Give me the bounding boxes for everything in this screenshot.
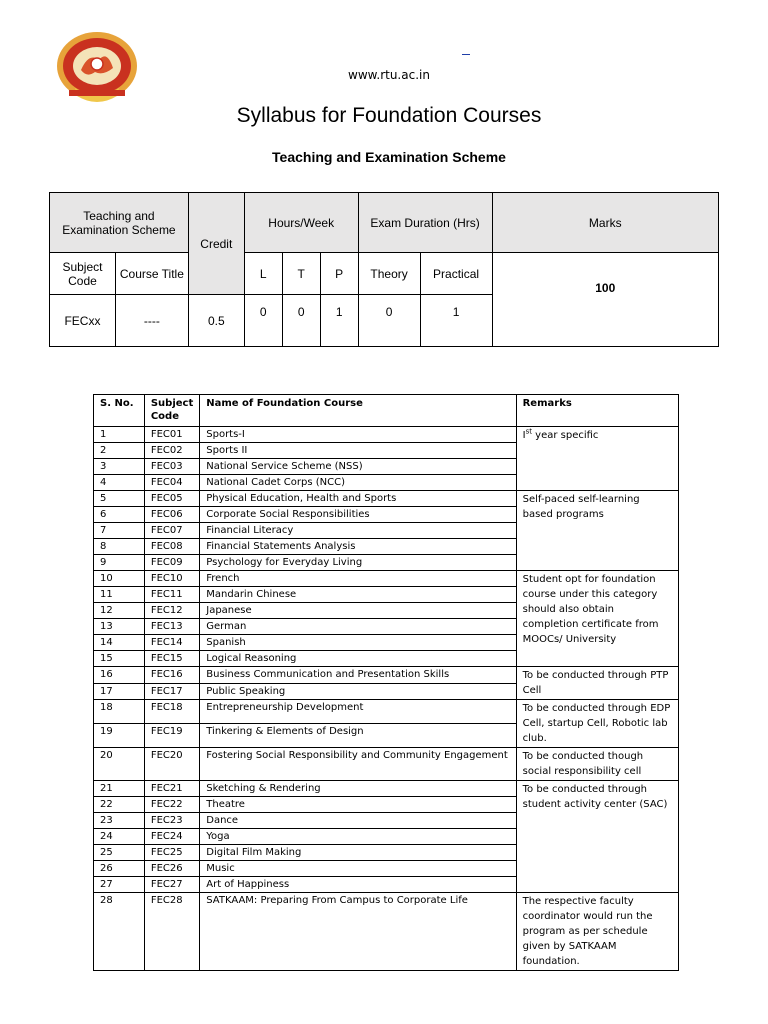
code-cell: FEC04: [144, 475, 199, 491]
code-cell: FEC17: [144, 683, 199, 700]
code-cell: FEC25: [144, 845, 199, 861]
course-name-cell: German: [200, 619, 516, 635]
course-name-header: Name of Foundation Course: [200, 395, 516, 427]
course-name-cell: Music: [200, 861, 516, 877]
code-cell: FEC01: [144, 427, 199, 443]
rtu-seal-logo: [55, 30, 139, 104]
course-name-cell: Financial Literacy: [200, 523, 516, 539]
course-name-cell: French: [200, 571, 516, 587]
code-cell: FEC08: [144, 539, 199, 555]
practical-value: 1: [420, 295, 492, 347]
scheme-table: [49, 192, 719, 347]
remarks-cell: The respective faculty coordinator would run the program as per schedule given by SATKAAM foundation.: [516, 893, 678, 971]
code-cell: FEC03: [144, 459, 199, 475]
course-name-cell: Sports-I: [200, 427, 516, 443]
sno-cell: 2: [94, 443, 145, 459]
l-value: 0: [244, 295, 282, 347]
code-cell: FEC19: [144, 724, 199, 748]
remarks-cell: Student opt for foundation course under this category should also obtain completion certificate from MOOCs/ University: [516, 571, 678, 667]
code-cell: FEC28: [144, 893, 199, 971]
course-name-cell: Yoga: [200, 829, 516, 845]
code-cell: FEC09: [144, 555, 199, 571]
course-name-cell: Logical Reasoning: [200, 651, 516, 667]
sno-cell: 13: [94, 619, 145, 635]
course-name-cell: National Cadet Corps (NCC): [200, 475, 516, 491]
code-cell: FEC15: [144, 651, 199, 667]
code-cell: FEC06: [144, 507, 199, 523]
course-name-cell: Sports II: [200, 443, 516, 459]
table-row: [94, 781, 679, 797]
table-row: [94, 893, 679, 971]
exam-duration-header: Exam Duration (Hrs): [358, 193, 492, 253]
code-cell: FEC18: [144, 700, 199, 724]
course-name-cell: Psychology for Everyday Living: [200, 555, 516, 571]
remarks-cell: To be conducted through PTP Cell: [516, 667, 678, 700]
remarks-cell: [516, 427, 678, 491]
sno-cell: 6: [94, 507, 145, 523]
sno-cell: 17: [94, 683, 145, 700]
code-cell: FEC05: [144, 491, 199, 507]
t-header: T: [282, 253, 320, 295]
remarks-header: Remarks: [516, 395, 678, 427]
table-row: [94, 427, 679, 443]
course-name-cell: Fostering Social Responsibility and Community Engagement: [200, 748, 516, 781]
page-subtitle: Teaching and Examination Scheme: [272, 149, 506, 165]
code-cell: FEC21: [144, 781, 199, 797]
sno-cell: 15: [94, 651, 145, 667]
course-name-cell: Spanish: [200, 635, 516, 651]
theory-header: Theory: [358, 253, 420, 295]
remark-superscript: st: [525, 427, 532, 436]
remark-text: year specific: [531, 430, 599, 441]
sno-cell: 18: [94, 700, 145, 724]
code-cell: FEC20: [144, 748, 199, 781]
course-name-cell: Dance: [200, 813, 516, 829]
p-value: 1: [320, 295, 358, 347]
teaching-scheme-header: Teaching and Examination Scheme: [50, 193, 189, 253]
practical-header: Practical: [420, 253, 492, 295]
table-row: [94, 748, 679, 781]
course-name-cell: Entrepreneurship Development: [200, 700, 516, 724]
decorative-dash: [462, 54, 470, 55]
code-cell: FEC16: [144, 667, 199, 684]
sno-cell: 7: [94, 523, 145, 539]
code-cell: FEC23: [144, 813, 199, 829]
sno-cell: 23: [94, 813, 145, 829]
sno-cell: 12: [94, 603, 145, 619]
table-row: [94, 491, 679, 507]
sno-cell: 1: [94, 427, 145, 443]
sno-cell: 16: [94, 667, 145, 684]
theory-value: 0: [358, 295, 420, 347]
sno-cell: 14: [94, 635, 145, 651]
subject-code-value: FECxx: [50, 295, 116, 347]
course-name-cell: Physical Education, Health and Sports: [200, 491, 516, 507]
sno-cell: 21: [94, 781, 145, 797]
hours-week-header: Hours/Week: [244, 193, 358, 253]
code-cell: FEC26: [144, 861, 199, 877]
sno-cell: 5: [94, 491, 145, 507]
sno-cell: 20: [94, 748, 145, 781]
sno-cell: 19: [94, 724, 145, 748]
code-cell: FEC02: [144, 443, 199, 459]
course-name-cell: National Service Scheme (NSS): [200, 459, 516, 475]
code-cell: FEC24: [144, 829, 199, 845]
remarks-cell: To be conducted though social responsibility cell: [516, 748, 678, 781]
sno-cell: 10: [94, 571, 145, 587]
course-name-cell: Theatre: [200, 797, 516, 813]
course-title-value: ----: [115, 295, 188, 347]
code-cell: FEC13: [144, 619, 199, 635]
credit-header: Credit: [188, 193, 244, 295]
course-name-cell: Digital Film Making: [200, 845, 516, 861]
sno-cell: 4: [94, 475, 145, 491]
subject-code-header: Subject Code: [50, 253, 116, 295]
course-name-cell: Business Communication and Presentation Skills: [200, 667, 516, 684]
code-cell: FEC12: [144, 603, 199, 619]
sno-cell: 22: [94, 797, 145, 813]
course-name-cell: Art of Happiness: [200, 877, 516, 893]
remark-ordinal: I: [522, 430, 526, 441]
remarks-cell: To be conducted through student activity center (SAC): [516, 781, 678, 893]
sno-header: S. No.: [94, 395, 145, 427]
course-name-cell: Public Speaking: [200, 683, 516, 700]
website-url: www.rtu.ac.in: [348, 68, 430, 82]
t-value: 0: [282, 295, 320, 347]
course-title-header: Course Title: [115, 253, 188, 295]
code-cell: FEC27: [144, 877, 199, 893]
sno-cell: 28: [94, 893, 145, 971]
course-name-cell: Japanese: [200, 603, 516, 619]
course-name-cell: Financial Statements Analysis: [200, 539, 516, 555]
sno-cell: 11: [94, 587, 145, 603]
sno-cell: 9: [94, 555, 145, 571]
sno-cell: 26: [94, 861, 145, 877]
code-cell: FEC11: [144, 587, 199, 603]
sno-cell: 24: [94, 829, 145, 845]
table-row: [94, 667, 679, 684]
marks-value: 100: [492, 253, 718, 347]
course-table: [93, 394, 679, 971]
code-cell: FEC10: [144, 571, 199, 587]
page-title: Syllabus for Foundation Courses: [236, 104, 542, 127]
remarks-cell: To be conducted through EDP Cell, startup Cell, Robotic lab club.: [516, 700, 678, 748]
course-name-cell: Corporate Social Responsibilities: [200, 507, 516, 523]
marks-header: Marks: [492, 193, 718, 253]
sno-cell: 8: [94, 539, 145, 555]
credit-value: 0.5: [188, 295, 244, 347]
remarks-cell: Self-paced self-learning based programs: [516, 491, 678, 571]
code-cell: FEC07: [144, 523, 199, 539]
course-name-cell: Mandarin Chinese: [200, 587, 516, 603]
code-header: Subject Code: [144, 395, 199, 427]
course-name-cell: SATKAAM: Preparing From Campus to Corporate Life: [200, 893, 516, 971]
course-name-cell: Sketching & Rendering: [200, 781, 516, 797]
p-header: P: [320, 253, 358, 295]
course-name-cell: Tinkering & Elements of Design: [200, 724, 516, 748]
code-cell: FEC14: [144, 635, 199, 651]
sno-cell: 25: [94, 845, 145, 861]
sno-cell: 27: [94, 877, 145, 893]
code-cell: FEC22: [144, 797, 199, 813]
table-row: [94, 700, 679, 724]
table-row: [94, 571, 679, 587]
sno-cell: 3: [94, 459, 145, 475]
l-header: L: [244, 253, 282, 295]
